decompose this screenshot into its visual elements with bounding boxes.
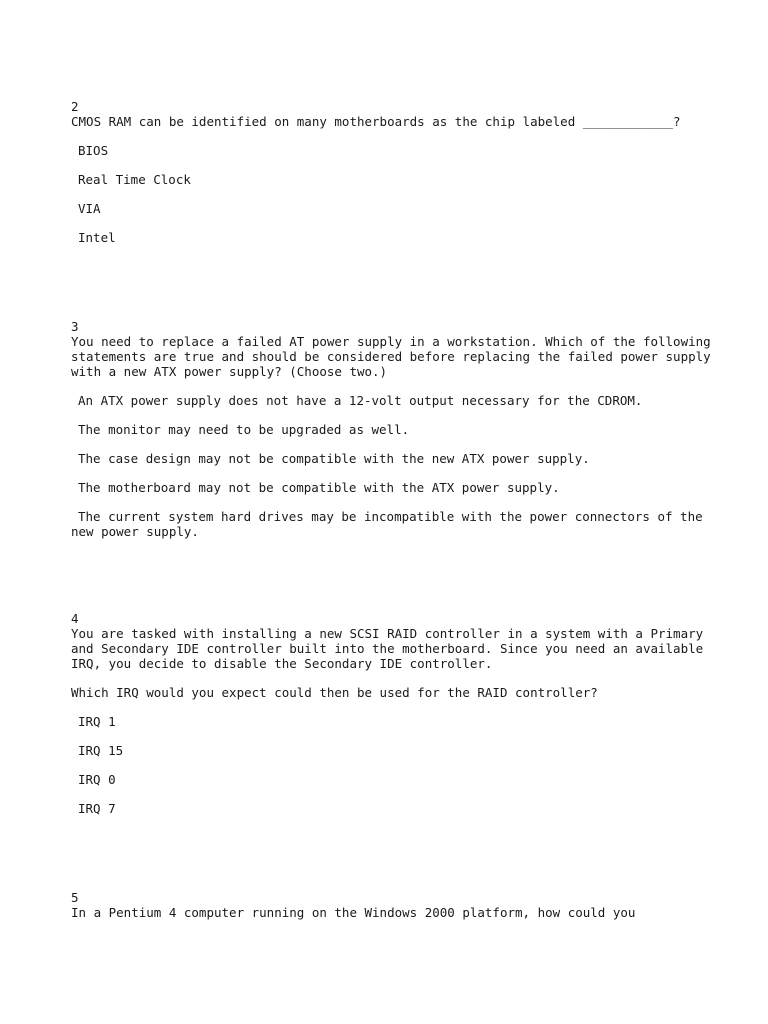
answer-option[interactable]: The motherboard may not be compatible with the ATX power supply. bbox=[78, 480, 560, 495]
question-stem: CMOS RAM can be identified on many motherboards as the chip labeled ____________? bbox=[71, 114, 681, 129]
answer-option[interactable]: BIOS bbox=[78, 143, 109, 158]
question-stem: You need to replace a failed AT power supply in a workstation. Which of the following statements are true and should be considered before replacing the failed power supply with a new ATX power supply? (Choose two.) bbox=[71, 334, 711, 379]
question-3 bbox=[71, 319, 711, 553]
question-number: 3 bbox=[71, 319, 79, 334]
question-stem-followup: Which IRQ would you expect could then be used for the RAID controller? bbox=[71, 685, 598, 700]
question-stem: In a Pentium 4 computer running on the Windows 2000 platform, how could you bbox=[71, 905, 636, 920]
question-stem: You are tasked with installing a new SCSI RAID controller in a system with a Primary and Secondary IDE controller built into the motherboard. Since you need an available IRQ, you decide to disable the Secondary IDE controller. bbox=[71, 626, 704, 671]
question-4 bbox=[71, 611, 711, 830]
answer-option[interactable]: The current system hard drives may be incompatible with the power connectors of the new power supply. bbox=[71, 509, 703, 539]
answer-option[interactable]: The monitor may need to be upgraded as well. bbox=[78, 422, 410, 437]
answer-option[interactable]: VIA bbox=[78, 201, 101, 216]
answer-option[interactable]: Real Time Clock bbox=[78, 172, 191, 187]
answer-option[interactable]: An ATX power supply does not have a 12-volt output necessary for the CDROM. bbox=[78, 393, 643, 408]
answer-option[interactable]: IRQ 1 bbox=[78, 714, 116, 729]
question-number: 2 bbox=[71, 99, 79, 114]
answer-option[interactable]: IRQ 7 bbox=[78, 801, 116, 816]
answer-option[interactable]: IRQ 15 bbox=[78, 743, 124, 758]
answer-option[interactable]: The case design may not be compatible with the new ATX power supply. bbox=[78, 451, 590, 466]
answer-options bbox=[71, 143, 711, 245]
question-number: 4 bbox=[71, 611, 79, 626]
question-5 bbox=[71, 890, 711, 920]
answer-options bbox=[71, 714, 711, 816]
answer-options bbox=[71, 393, 711, 539]
answer-option[interactable]: IRQ 0 bbox=[78, 772, 116, 787]
answer-option[interactable]: Intel bbox=[78, 230, 116, 245]
question-number: 5 bbox=[71, 890, 79, 905]
question-2 bbox=[71, 99, 711, 259]
